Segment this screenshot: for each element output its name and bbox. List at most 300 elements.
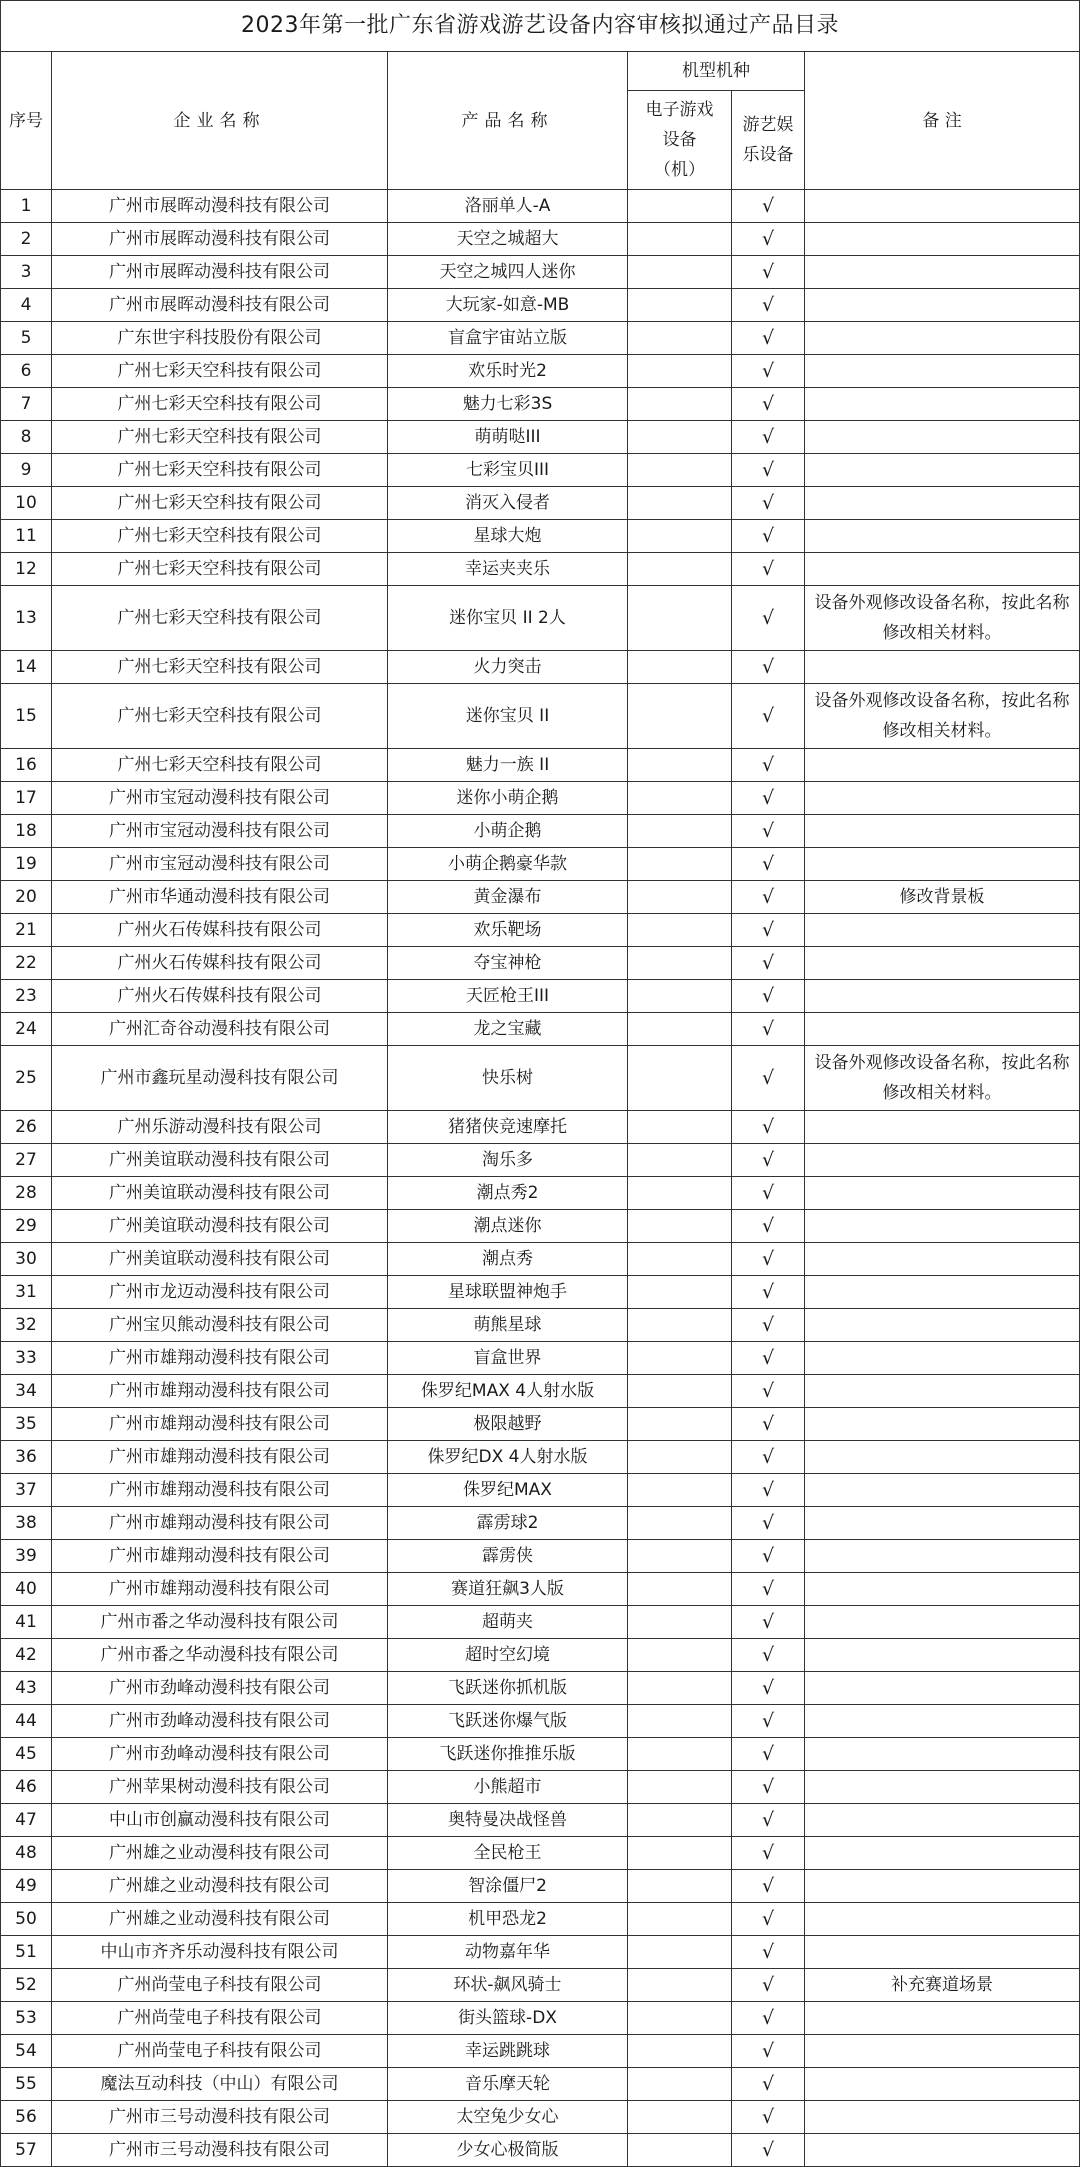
row-amusement-check: √ [732,1111,805,1144]
row-electronic-game [628,2002,732,2035]
row-note [805,1342,1080,1375]
row-note [805,2002,1080,2035]
row-note [805,289,1080,322]
row-amusement-check: √ [732,1870,805,1903]
row-company: 广东世宇科技股份有限公司 [52,322,388,355]
row-index: 54 [1,2035,52,2068]
row-electronic-game [628,1441,732,1474]
row-company: 广州美谊联动漫科技有限公司 [52,1243,388,1276]
row-product: 霹雳侠 [388,1540,628,1573]
row-electronic-game [628,1177,732,1210]
table-row [1,1738,1080,1771]
row-company: 广州市宝冠动漫科技有限公司 [52,782,388,815]
row-company: 广州市宝冠动漫科技有限公司 [52,815,388,848]
table-row [1,388,1080,421]
table-row [1,1177,1080,1210]
row-company: 广州市三号动漫科技有限公司 [52,2134,388,2167]
row-company: 广州七彩天空科技有限公司 [52,651,388,684]
row-note: 设备外观修改设备名称，按此名称修改相关材料。 [805,586,1080,651]
row-product: 快乐树 [388,1046,628,1111]
row-electronic-game [628,651,732,684]
row-electronic-game [628,1672,732,1705]
row-note [805,1837,1080,1870]
row-electronic-game [628,1408,732,1441]
row-electronic-game [628,1804,732,1837]
table-body [1,190,1080,2167]
header-remarks: 备 注 [805,52,1080,190]
row-note [805,815,1080,848]
row-electronic-game [628,1342,732,1375]
row-note [805,1375,1080,1408]
row-note [805,1936,1080,1969]
row-company: 广州市雄翔动漫科技有限公司 [52,1474,388,1507]
row-electronic-game [628,782,732,815]
row-electronic-game [628,1540,732,1573]
row-product: 迷你宝贝 II [388,684,628,749]
row-product: 环状-飙风骑士 [388,1969,628,2002]
row-company: 广州尚莹电子科技有限公司 [52,2002,388,2035]
row-company: 广州宝贝熊动漫科技有限公司 [52,1309,388,1342]
row-note [805,782,1080,815]
row-company: 广州市雄翔动漫科技有限公司 [52,1342,388,1375]
row-company: 广州七彩天空科技有限公司 [52,749,388,782]
table-row [1,553,1080,586]
row-index: 24 [1,1013,52,1046]
row-electronic-game [628,749,732,782]
row-electronic-game [628,1210,732,1243]
row-amusement-check: √ [732,421,805,454]
table-row [1,2002,1080,2035]
table-row [1,1441,1080,1474]
row-electronic-game [628,520,732,553]
row-note [805,322,1080,355]
table-row [1,454,1080,487]
row-note [805,223,1080,256]
row-index: 9 [1,454,52,487]
row-electronic-game [628,1837,732,1870]
row-index: 18 [1,815,52,848]
header-amusement: 游艺娱乐设备 [732,91,805,190]
row-product: 飞跃迷你抓机版 [388,1672,628,1705]
row-product: 飞跃迷你推推乐版 [388,1738,628,1771]
row-note [805,2101,1080,2134]
row-note [805,914,1080,947]
row-product: 小熊超市 [388,1771,628,1804]
row-note [805,1738,1080,1771]
row-company: 广州市劲峰动漫科技有限公司 [52,1738,388,1771]
row-company: 广州美谊联动漫科技有限公司 [52,1210,388,1243]
table-row [1,1672,1080,1705]
row-company: 广州市展晖动漫科技有限公司 [52,190,388,223]
row-note [805,1672,1080,1705]
row-note [805,2068,1080,2101]
row-note [805,2035,1080,2068]
row-electronic-game [628,1375,732,1408]
row-product: 星球联盟神炮手 [388,1276,628,1309]
row-product: 侏罗纪MAX 4人射水版 [388,1375,628,1408]
row-note [805,1870,1080,1903]
row-index: 39 [1,1540,52,1573]
row-company: 广州市宝冠动漫科技有限公司 [52,848,388,881]
row-product: 七彩宝贝III [388,454,628,487]
row-amusement-check: √ [732,1013,805,1046]
row-amusement-check: √ [732,1375,805,1408]
row-index: 33 [1,1342,52,1375]
table-row [1,1210,1080,1243]
row-amusement-check: √ [732,1276,805,1309]
row-index: 21 [1,914,52,947]
row-index: 17 [1,782,52,815]
row-company: 广州尚莹电子科技有限公司 [52,1969,388,2002]
row-index: 14 [1,651,52,684]
row-note [805,1408,1080,1441]
row-amusement-check: √ [732,2101,805,2134]
row-note [805,1606,1080,1639]
table-row [1,1342,1080,1375]
header-electronic-game: 电子游戏设备（机） [628,91,732,190]
row-index: 12 [1,553,52,586]
row-company: 广州市番之华动漫科技有限公司 [52,1606,388,1639]
row-index: 42 [1,1639,52,1672]
row-index: 4 [1,289,52,322]
row-company: 广州市劲峰动漫科技有限公司 [52,1672,388,1705]
row-company: 广州尚莹电子科技有限公司 [52,2035,388,2068]
row-product: 夺宝神枪 [388,947,628,980]
row-electronic-game [628,1705,732,1738]
table-row [1,1309,1080,1342]
row-amusement-check: √ [732,454,805,487]
row-note [805,1903,1080,1936]
row-index: 13 [1,586,52,651]
row-product: 动物嘉年华 [388,1936,628,1969]
row-electronic-game [628,1639,732,1672]
row-note [805,1705,1080,1738]
row-company: 广州七彩天空科技有限公司 [52,520,388,553]
row-index: 7 [1,388,52,421]
row-electronic-game [628,684,732,749]
table-row [1,223,1080,256]
row-product: 火力突击 [388,651,628,684]
row-company: 广州雄之业动漫科技有限公司 [52,1903,388,1936]
table-row [1,1639,1080,1672]
row-amusement-check: √ [732,1441,805,1474]
row-index: 2 [1,223,52,256]
row-note [805,388,1080,421]
row-amusement-check: √ [732,947,805,980]
row-index: 16 [1,749,52,782]
row-electronic-game [628,980,732,1013]
row-electronic-game [628,914,732,947]
row-electronic-game [628,2035,732,2068]
table-row [1,1903,1080,1936]
row-product: 盲盒宇宙站立版 [388,322,628,355]
row-electronic-game [628,454,732,487]
row-index: 19 [1,848,52,881]
row-product: 迷你小萌企鹅 [388,782,628,815]
row-index: 41 [1,1606,52,1639]
row-product: 音乐摩天轮 [388,2068,628,2101]
row-amusement-check: √ [732,1606,805,1639]
row-product: 机甲恐龙2 [388,1903,628,1936]
row-company: 广州市雄翔动漫科技有限公司 [52,1408,388,1441]
table-row [1,1606,1080,1639]
document-title: 2023年第一批广东省游戏游艺设备内容审核拟通过产品目录 [1,1,1080,52]
row-amusement-check: √ [732,586,805,651]
row-amusement-check: √ [732,2002,805,2035]
row-index: 25 [1,1046,52,1111]
row-amusement-check: √ [732,782,805,815]
row-amusement-check: √ [732,651,805,684]
row-note [805,1177,1080,1210]
row-electronic-game [628,1969,732,2002]
row-product: 潮点秀 [388,1243,628,1276]
row-amusement-check: √ [732,553,805,586]
row-note [805,1639,1080,1672]
row-product: 欢乐时光2 [388,355,628,388]
row-amusement-check: √ [732,388,805,421]
row-electronic-game [628,1243,732,1276]
row-amusement-check: √ [732,1507,805,1540]
row-amusement-check: √ [732,1573,805,1606]
row-company: 广州美谊联动漫科技有限公司 [52,1177,388,1210]
table-row [1,1507,1080,1540]
row-note [805,947,1080,980]
row-index: 34 [1,1375,52,1408]
table-row [1,520,1080,553]
table-row [1,1540,1080,1573]
row-electronic-game [628,1573,732,1606]
row-note [805,1210,1080,1243]
row-product: 淘乐多 [388,1144,628,1177]
row-index: 57 [1,2134,52,2167]
table-row [1,1375,1080,1408]
table-row [1,2035,1080,2068]
row-index: 51 [1,1936,52,1969]
row-product: 洛丽单人-A [388,190,628,223]
row-electronic-game [628,1111,732,1144]
row-amusement-check: √ [732,1705,805,1738]
row-amusement-check: √ [732,1144,805,1177]
table-row [1,487,1080,520]
row-electronic-game [628,2068,732,2101]
row-company: 广州市展晖动漫科技有限公司 [52,223,388,256]
row-index: 43 [1,1672,52,1705]
row-note [805,1573,1080,1606]
row-company: 广州七彩天空科技有限公司 [52,586,388,651]
table-row [1,2068,1080,2101]
row-product: 小萌企鹅 [388,815,628,848]
row-note: 修改背景板 [805,881,1080,914]
table-row [1,651,1080,684]
table-row [1,749,1080,782]
header-company: 企业名称 [52,52,388,190]
row-product: 萌熊星球 [388,1309,628,1342]
row-product: 霹雳球2 [388,1507,628,1540]
row-product: 少女心极简版 [388,2134,628,2167]
row-product: 幸运跳跳球 [388,2035,628,2068]
row-index: 22 [1,947,52,980]
row-electronic-game [628,1606,732,1639]
row-electronic-game [628,1771,732,1804]
table-row [1,848,1080,881]
row-product: 极限越野 [388,1408,628,1441]
row-product: 黄金瀑布 [388,881,628,914]
table-row [1,914,1080,947]
row-company: 广州市劲峰动漫科技有限公司 [52,1705,388,1738]
row-note [805,1144,1080,1177]
row-electronic-game [628,1276,732,1309]
row-electronic-game [628,223,732,256]
row-note [805,1111,1080,1144]
row-electronic-game [628,322,732,355]
row-product: 侏罗纪DX 4人射水版 [388,1441,628,1474]
row-amusement-check: √ [732,355,805,388]
row-amusement-check: √ [732,2134,805,2167]
row-amusement-check: √ [732,1309,805,1342]
row-company: 广州汇奇谷动漫科技有限公司 [52,1013,388,1046]
row-amusement-check: √ [732,1474,805,1507]
row-amusement-check: √ [732,1243,805,1276]
header-product: 产品名称 [388,52,628,190]
row-product: 超时空幻境 [388,1639,628,1672]
row-electronic-game [628,1936,732,1969]
row-product: 潮点秀2 [388,1177,628,1210]
row-note [805,1013,1080,1046]
row-note [805,848,1080,881]
row-electronic-game [628,947,732,980]
row-amusement-check: √ [732,914,805,947]
row-product: 潮点迷你 [388,1210,628,1243]
row-product: 太空兔少女心 [388,2101,628,2134]
table-row [1,881,1080,914]
row-company: 广州七彩天空科技有限公司 [52,388,388,421]
row-index: 1 [1,190,52,223]
row-product: 天空之城四人迷你 [388,256,628,289]
row-amusement-check: √ [732,848,805,881]
row-electronic-game [628,2101,732,2134]
row-note [805,256,1080,289]
row-amusement-check: √ [732,1540,805,1573]
row-index: 40 [1,1573,52,1606]
row-amusement-check: √ [732,1408,805,1441]
row-amusement-check: √ [732,1969,805,2002]
row-electronic-game [628,1870,732,1903]
row-company: 广州七彩天空科技有限公司 [52,421,388,454]
table-row [1,1111,1080,1144]
row-product: 迷你宝贝 II 2人 [388,586,628,651]
row-electronic-game [628,388,732,421]
row-note [805,520,1080,553]
table-row [1,190,1080,223]
row-amusement-check: √ [732,289,805,322]
row-product: 消灭入侵者 [388,487,628,520]
row-company: 广州市雄翔动漫科技有限公司 [52,1441,388,1474]
row-note [805,355,1080,388]
row-note [805,1276,1080,1309]
row-company: 广州市雄翔动漫科技有限公司 [52,1375,388,1408]
row-electronic-game [628,1144,732,1177]
table-row [1,1144,1080,1177]
row-amusement-check: √ [732,1837,805,1870]
row-company: 广州市雄翔动漫科技有限公司 [52,1573,388,1606]
row-index: 15 [1,684,52,749]
table-row [1,1870,1080,1903]
table-row [1,947,1080,980]
row-company: 中山市齐齐乐动漫科技有限公司 [52,1936,388,1969]
row-product: 萌萌哒III [388,421,628,454]
table-row [1,782,1080,815]
row-electronic-game [628,881,732,914]
row-product: 欢乐靶场 [388,914,628,947]
row-note [805,1309,1080,1342]
table-row [1,684,1080,749]
row-note [805,454,1080,487]
row-product: 幸运夹夹乐 [388,553,628,586]
row-amusement-check: √ [732,980,805,1013]
row-amusement-check: √ [732,881,805,914]
row-index: 8 [1,421,52,454]
row-product: 魅力一族 II [388,749,628,782]
row-electronic-game [628,421,732,454]
row-company: 广州雄之业动漫科技有限公司 [52,1837,388,1870]
row-index: 30 [1,1243,52,1276]
row-company: 中山市创赢动漫科技有限公司 [52,1804,388,1837]
row-amusement-check: √ [732,749,805,782]
table-row [1,256,1080,289]
row-index: 48 [1,1837,52,1870]
row-company: 广州七彩天空科技有限公司 [52,454,388,487]
row-note: 设备外观修改设备名称，按此名称修改相关材料。 [805,684,1080,749]
row-amusement-check: √ [732,1936,805,1969]
row-index: 45 [1,1738,52,1771]
row-index: 28 [1,1177,52,1210]
table-row [1,1243,1080,1276]
table-row [1,1408,1080,1441]
row-company: 广州七彩天空科技有限公司 [52,355,388,388]
row-product: 猪猪侠竞速摩托 [388,1111,628,1144]
row-company: 广州火石传媒科技有限公司 [52,947,388,980]
row-note [805,1804,1080,1837]
row-company: 广州火石传媒科技有限公司 [52,914,388,947]
row-company: 广州雄之业动漫科技有限公司 [52,1870,388,1903]
row-index: 10 [1,487,52,520]
row-company: 广州乐游动漫科技有限公司 [52,1111,388,1144]
row-index: 5 [1,322,52,355]
row-amusement-check: √ [732,684,805,749]
table-row [1,1573,1080,1606]
row-company: 广州市番之华动漫科技有限公司 [52,1639,388,1672]
row-electronic-game [628,1309,732,1342]
row-amusement-check: √ [732,1738,805,1771]
row-amusement-check: √ [732,1210,805,1243]
row-note: 设备外观修改设备名称，按此名称修改相关材料。 [805,1046,1080,1111]
row-note [805,1540,1080,1573]
row-index: 23 [1,980,52,1013]
row-index: 52 [1,1969,52,2002]
table-row [1,980,1080,1013]
row-product: 超萌夹 [388,1606,628,1639]
row-electronic-game [628,1507,732,1540]
row-index: 46 [1,1771,52,1804]
row-index: 27 [1,1144,52,1177]
row-amusement-check: √ [732,1342,805,1375]
row-company: 广州火石传媒科技有限公司 [52,980,388,1013]
row-note [805,1474,1080,1507]
table-row [1,355,1080,388]
row-product: 智涂僵尸2 [388,1870,628,1903]
row-company: 广州市华通动漫科技有限公司 [52,881,388,914]
row-note [805,749,1080,782]
